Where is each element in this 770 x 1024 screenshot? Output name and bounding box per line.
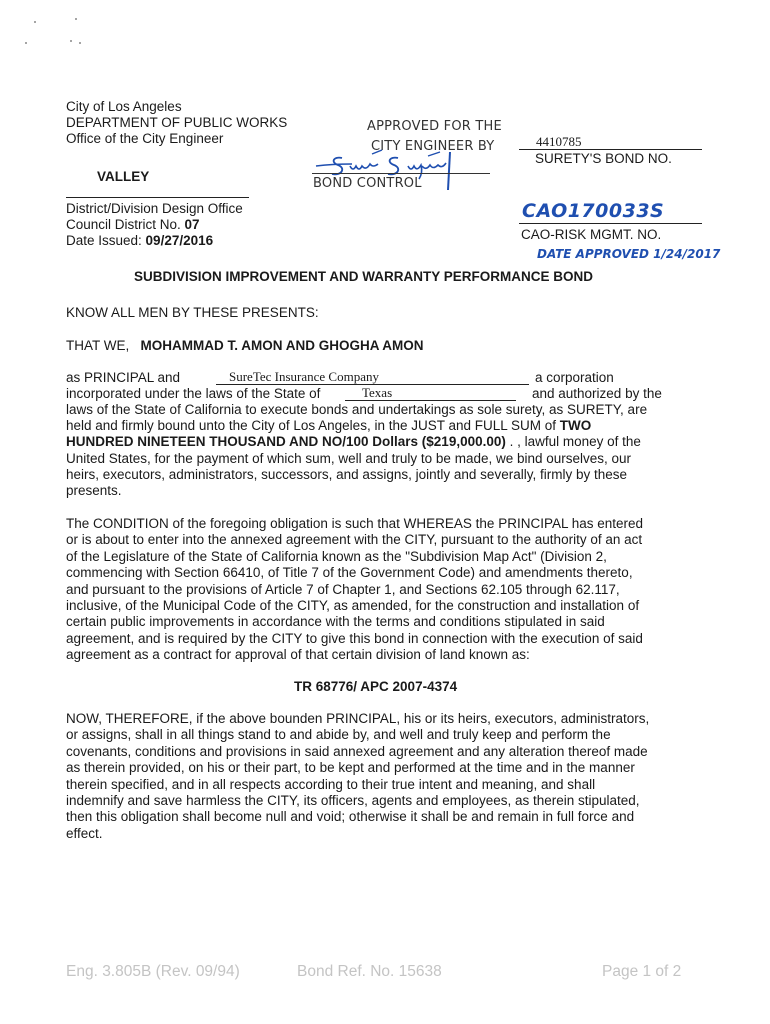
- scan-speck: [25, 42, 27, 44]
- now-therefore-paragraph: [66, 711, 649, 842]
- p1-amount-start: TWO: [559, 418, 592, 433]
- council-label: Council District No.: [66, 217, 185, 232]
- p1-principal-label: as PRINCIPAL and: [66, 370, 181, 385]
- surety-bond-underline: [519, 149, 702, 150]
- page-number: Page 1 of 2: [602, 963, 682, 980]
- paragraph-line: effect.: [66, 825, 103, 841]
- paragraph-line: commencing with Section 66410, of Title 7 of the Government Code) and amendments thereto,: [66, 565, 633, 581]
- stamp-rule: [312, 173, 490, 174]
- p1-line-1: [66, 370, 180, 387]
- surety-bond-label: SURETY'S BOND NO.: [535, 151, 672, 166]
- risk-mgmt-underline: [519, 223, 702, 224]
- paragraph-line: or assigns, shall in all things stand to and abide by, and well and truly keep and perform the: [66, 727, 611, 743]
- bond-title: SUBDIVISION IMPROVEMENT AND WARRANTY PERFORMANCE BOND: [134, 269, 594, 284]
- p1-line-6: United States, for the payment of which sum, well and truly to be made, we bind ourselves, our: [66, 451, 632, 466]
- date-label: Date Issued:: [66, 233, 146, 248]
- p1-line-8: presents.: [66, 483, 122, 498]
- scan-speck: [70, 40, 72, 42]
- principal-line: [66, 338, 424, 355]
- office-name: Office of the City Engineer: [66, 131, 224, 146]
- p1-lawful-money: . , lawful money of the: [505, 434, 641, 449]
- surety-bond-number: 4410785: [536, 134, 582, 149]
- scan-speck: [34, 21, 36, 23]
- city-name: City of Los Angeles: [66, 99, 182, 114]
- district-name: VALLEY: [97, 169, 150, 184]
- risk-mgmt-label: CAO-RISK MGMT. NO.: [521, 227, 662, 242]
- paragraph-line: and pursuant to the provisions of Article 7 of Chapter 1, and Sections 62.105 through 62.117,: [66, 581, 620, 597]
- p1-authorized: and authorized by the: [532, 386, 662, 401]
- tract-number: TR 68776/ APC 2007-4374: [294, 679, 458, 694]
- surety-state: Texas: [362, 385, 393, 400]
- paragraph-line: indemnify and save harmless the CITY, its officers, agents and employees, as therein stipulated,: [66, 793, 640, 809]
- scan-speck: [79, 42, 81, 44]
- department-name: DEPARTMENT OF PUBLIC WORKS: [66, 115, 288, 130]
- p1-amount: HUNDRED NINETEEN THOUSAND AND NO/100 Dollars ($219,000.00): [66, 434, 506, 449]
- paragraph-line: therein specified, and in all respects according to their true intent and meaning, and shall: [66, 776, 596, 792]
- principal-names: MOHAMMAD T. AMON AND GHOGHA AMON: [140, 338, 424, 353]
- p1-line-7: heirs, executors, administrators, successors, and assigns, jointly and severally, firmly by these: [66, 467, 627, 482]
- paragraph-line: inclusive, of the Municipal Code of the CITY, as amended, for the construction and installation of: [66, 598, 640, 614]
- risk-mgmt-number: CAO170033S: [522, 200, 665, 222]
- that-we-label: THAT WE,: [66, 338, 130, 353]
- stamp-city-engineer: CITY ENGINEER BY: [371, 139, 495, 154]
- p1-incorporated: incorporated under the laws of the State of: [66, 386, 321, 401]
- stamp-approved: APPROVED FOR THE: [367, 119, 502, 134]
- paragraph-line: NOW, THEREFORE, if the above bounden PRINCIPAL, his or its heirs, executors, administrators,: [66, 711, 650, 726]
- form-number: Eng. 3.805B (Rev. 09/94): [66, 963, 240, 980]
- paragraph-line: of the Legislature of the State of California known as the "Subdivision Map Act" (Division 2,: [66, 548, 607, 564]
- paragraph-line: covenants, conditions and provisions in said annexed agreement and any alteration thereof made: [66, 743, 648, 759]
- p1-sum-text: held and firmly bound unto the City of Los Angeles, in the JUST and FULL SUM of: [66, 418, 560, 433]
- date-value: 09/27/2016: [145, 233, 214, 248]
- condition-paragraph: [66, 516, 643, 664]
- scan-speck: [75, 18, 77, 20]
- paragraph-line: then this obligation shall become null and void; otherwise it shall be and remain in full force and: [66, 809, 635, 825]
- district-underline: [66, 197, 249, 198]
- paragraph-line: as therein provided, on his or their part, to be kept and performed at the time and in the manner: [66, 760, 635, 776]
- district-label: District/Division Design Office: [66, 201, 243, 216]
- council-district: [66, 217, 200, 234]
- stamp-bond-control: BOND CONTROL: [313, 176, 422, 191]
- paragraph-line: agreement as a contract for approval of that certain division of land known as:: [66, 647, 530, 663]
- bond-reference: Bond Ref. No. 15638: [297, 963, 442, 980]
- p1-line-3: laws of the State of California to execute bonds and undertakings as sole surety, as SURETY, are: [66, 402, 648, 417]
- paragraph-line: or is about to enter into the annexed agreement with the CITY, pursuant to the authority of an act: [66, 532, 643, 548]
- paragraph-line: The CONDITION of the foregoing obligation is such that WHEREAS the PRINCIPAL has entered: [66, 516, 644, 531]
- p1-line-4: [66, 418, 591, 435]
- date-issued: [66, 233, 213, 250]
- state-underline: [345, 400, 516, 401]
- date-approved-note: DATE APPROVED 1/24/2017: [537, 247, 721, 261]
- intro-line: KNOW ALL MEN BY THESE PRESENTS:: [66, 305, 319, 320]
- paragraph-line: certain public improvements in accordance with the terms and conditions stipulated in said: [66, 614, 605, 630]
- council-number: 07: [184, 217, 200, 232]
- p1-corporation: a corporation: [535, 370, 614, 385]
- p1-line-5: [66, 434, 641, 451]
- surety-company-name: SureTec Insurance Company: [229, 369, 379, 384]
- paragraph-line: agreement, and is required by the CITY to give this bond in connection with the execution of said: [66, 630, 643, 646]
